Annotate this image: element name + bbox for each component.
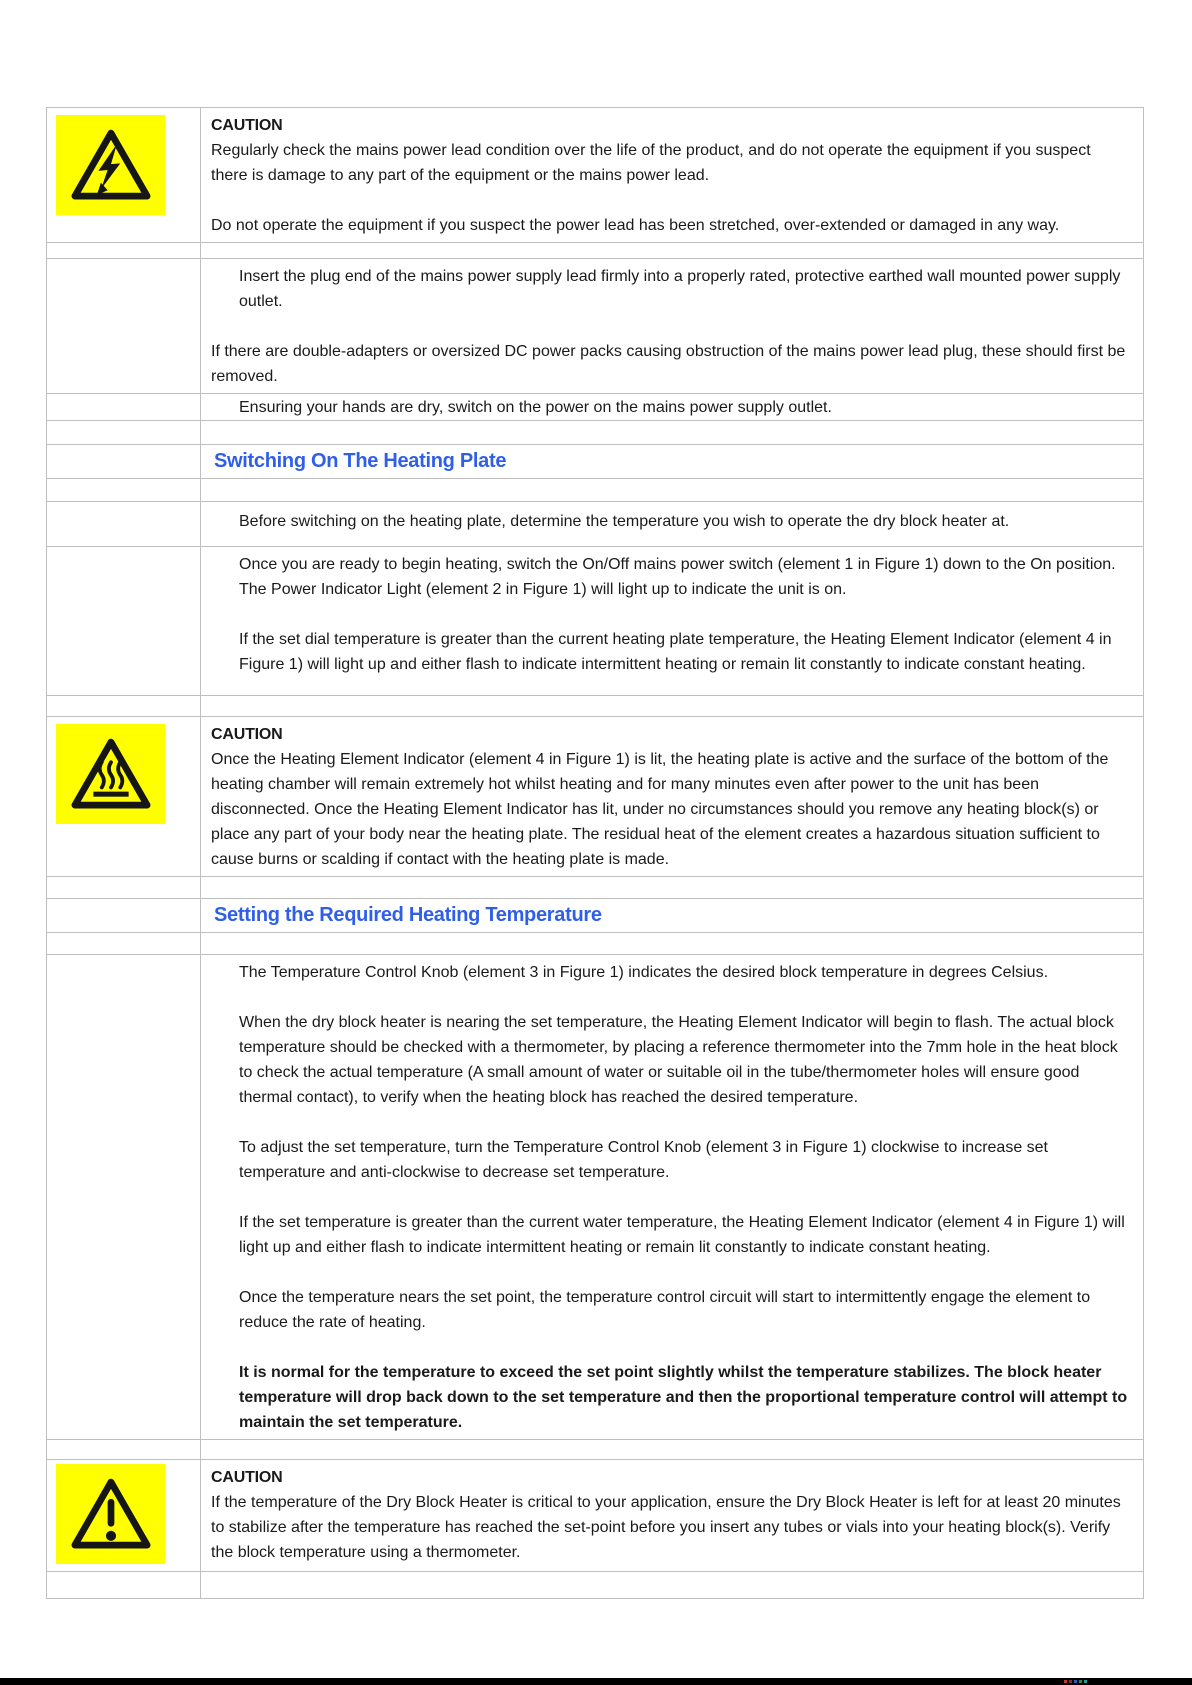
spacer-row bbox=[47, 243, 1143, 259]
general-warning-icon bbox=[69, 1476, 153, 1552]
icon-cell bbox=[47, 696, 201, 716]
paragraph: Ensuring your hands are dry, switch on the power on the mains power supply outlet. bbox=[239, 399, 832, 416]
paragraph: If the set dial temperature is greater than the current heating plate temperature, the Heating Element Indicator (element 4 in Figure 1) will light up and either flash to indicate intermittent heating or remain lit constantly to indicate constant heating. bbox=[239, 631, 1112, 673]
paragraph: Once you are ready to begin heating, switch the On/Off mains power switch (element 1 in Figure 1) down to the On position. The Power Indicator Light (element 2 in Figure 1) will light up to indicate the unit is on. bbox=[239, 556, 1116, 598]
paragraph: If there are double-adapters or oversized DC power packs causing obstruction of the mains power lead plug, these should first be removed. bbox=[211, 343, 1126, 385]
caution-text-cell bbox=[201, 717, 1143, 876]
paragraph: If the set temperature is greater than the current water temperature, the Heating Element Indicator (element 4 in Figure 1) will light up and either flash to indicate intermittent heating or remain lit constantly to indicate constant heating. bbox=[239, 1214, 1125, 1256]
icon-cell bbox=[47, 955, 201, 1439]
icon-cell bbox=[47, 259, 201, 393]
text-cell bbox=[201, 502, 1143, 546]
caution-label: CAUTION bbox=[211, 117, 283, 134]
table-row-temperature-setting bbox=[47, 955, 1143, 1440]
empty-cell bbox=[201, 696, 1143, 716]
paragraph: The Temperature Control Knob (element 3 in Figure 1) indicates the desired block temperature in degrees Celsius. bbox=[239, 964, 1049, 981]
procedure-table bbox=[46, 107, 1144, 1599]
paragraph: Do not operate the equipment if you suspect the power lead has been stretched, over-extended or damaged in any way. bbox=[211, 217, 1060, 234]
table-row-dry-hands bbox=[47, 394, 1143, 421]
text-cell bbox=[201, 394, 1143, 420]
table-row-heading-switching bbox=[47, 445, 1143, 479]
icon-cell bbox=[47, 445, 201, 478]
icon-cell bbox=[47, 502, 201, 546]
icon-cell bbox=[47, 1572, 201, 1598]
icon-cell bbox=[47, 243, 201, 258]
spacer-row bbox=[47, 696, 1143, 717]
table-row-caution-power-lead bbox=[47, 108, 1143, 243]
empty-cell bbox=[201, 479, 1143, 501]
heading-cell bbox=[201, 899, 1143, 932]
table-row-heading-setting bbox=[47, 899, 1143, 933]
paragraph: Regularly check the mains power lead condition over the life of the product, and do not operate the equipment if you suspect there is damage to any part of the equipment or the mains power lead. bbox=[211, 142, 1091, 184]
caution-text-cell bbox=[201, 1460, 1143, 1571]
text-cell bbox=[201, 259, 1143, 393]
icon-cell bbox=[47, 933, 201, 954]
spacer-row bbox=[47, 1440, 1143, 1460]
electrical-hazard-icon bbox=[69, 127, 153, 203]
empty-cell bbox=[201, 933, 1143, 954]
spacer-row bbox=[47, 877, 1143, 899]
caution-symbol-box bbox=[56, 724, 165, 824]
icon-cell bbox=[47, 877, 201, 898]
empty-cell bbox=[201, 1440, 1143, 1459]
paragraph: When the dry block heater is nearing the set temperature, the Heating Element Indicator will begin to flash. The actual block temperature should be checked with a thermometer, by placing a reference thermometer into the 7mm hole in the heat block to check the actual temperature (A small amount of water or suitable oil in the tube/thermometer holes will ensure good thermal contact), to verify when the heating block has reached the desired temperature. bbox=[239, 1014, 1118, 1106]
spacer-row bbox=[47, 479, 1143, 502]
pixel-speck bbox=[1084, 1680, 1087, 1683]
caution-label: CAUTION bbox=[211, 726, 283, 743]
table-row-power-on bbox=[47, 547, 1143, 696]
paragraph: Insert the plug end of the mains power supply lead firmly into a properly rated, protective earthed wall mounted power supply outlet. bbox=[239, 268, 1121, 310]
pixel-speck bbox=[1074, 1680, 1077, 1683]
empty-cell bbox=[201, 421, 1143, 444]
icon-cell bbox=[47, 479, 201, 501]
caution-symbol-box bbox=[56, 1464, 165, 1564]
table-row-mains-plug bbox=[47, 259, 1143, 394]
icon-cell bbox=[47, 1440, 201, 1459]
window-bottom-edge-bar bbox=[0, 1678, 1192, 1685]
icon-cell bbox=[47, 421, 201, 444]
text-cell bbox=[201, 547, 1143, 695]
spacer-row bbox=[47, 933, 1143, 955]
caution-label: CAUTION bbox=[211, 1469, 283, 1486]
spacer-row bbox=[47, 421, 1143, 445]
text-cell bbox=[201, 955, 1143, 1439]
table-row-before-switching bbox=[47, 502, 1143, 547]
pixel-speck bbox=[1064, 1680, 1067, 1683]
icon-cell bbox=[47, 547, 201, 695]
table-row-caution-stabilize bbox=[47, 1460, 1143, 1572]
spacer-row bbox=[47, 1572, 1143, 1598]
empty-cell bbox=[201, 243, 1143, 258]
section-heading: Setting the Required Heating Temperature bbox=[214, 904, 602, 926]
pixel-speck bbox=[1079, 1680, 1082, 1683]
icon-cell bbox=[47, 1460, 201, 1571]
heading-cell bbox=[201, 445, 1143, 478]
paragraph: To adjust the set temperature, turn the Temperature Control Knob (element 3 in Figure 1) clockwise to increase set temperature and anti-clockwise to decrease set temperature. bbox=[239, 1139, 1048, 1181]
table-row-caution-hot-surface bbox=[47, 717, 1143, 877]
icon-cell bbox=[47, 717, 201, 876]
icon-cell bbox=[47, 899, 201, 932]
empty-cell bbox=[201, 1572, 1143, 1598]
icon-cell bbox=[47, 394, 201, 420]
empty-cell bbox=[201, 877, 1143, 898]
caution-text-cell bbox=[201, 108, 1143, 242]
pixel-speck bbox=[1069, 1680, 1072, 1683]
hot-surface-icon bbox=[69, 736, 153, 812]
paragraph: If the temperature of the Dry Block Heater is critical to your application, ensure the Dry Block Heater is left for at least 20 minutes to stabilize after the temperature has reached the set-point before you insert any tubes or vials into your heating block(s). Verify the block temperature using a thermometer. bbox=[211, 1494, 1121, 1561]
paragraph-bold: It is normal for the temperature to exceed the set point slightly whilst the temperature stabilizes. The block heater temperature will drop back down to the set temperature and then the proportional temperature control will attempt to maintain the set temperature. bbox=[239, 1364, 1128, 1431]
paragraph: Once the Heating Element Indicator (element 4 in Figure 1) is lit, the heating plate is active and the surface of the bottom of the heating chamber will remain extremely hot whilst heating and for many minutes even after power to the unit has been disconnected. Once the Heating Element Indicator has lit, under no circumstances should you remove any heating block(s) or place any part of your body near the heating plate. The residual heat of the element creates a hazardous situation sufficient to cause burns or scalding if contact with the heating plate is made. bbox=[211, 751, 1109, 868]
caution-symbol-box bbox=[56, 115, 165, 215]
paragraph: Before switching on the heating plate, determine the temperature you wish to operate the dry block heater at. bbox=[239, 513, 1010, 530]
icon-cell bbox=[47, 108, 201, 242]
section-heading: Switching On The Heating Plate bbox=[214, 450, 507, 472]
paragraph: Once the temperature nears the set point, the temperature control circuit will start to intermittently engage the element to reduce the rate of heating. bbox=[239, 1289, 1091, 1331]
